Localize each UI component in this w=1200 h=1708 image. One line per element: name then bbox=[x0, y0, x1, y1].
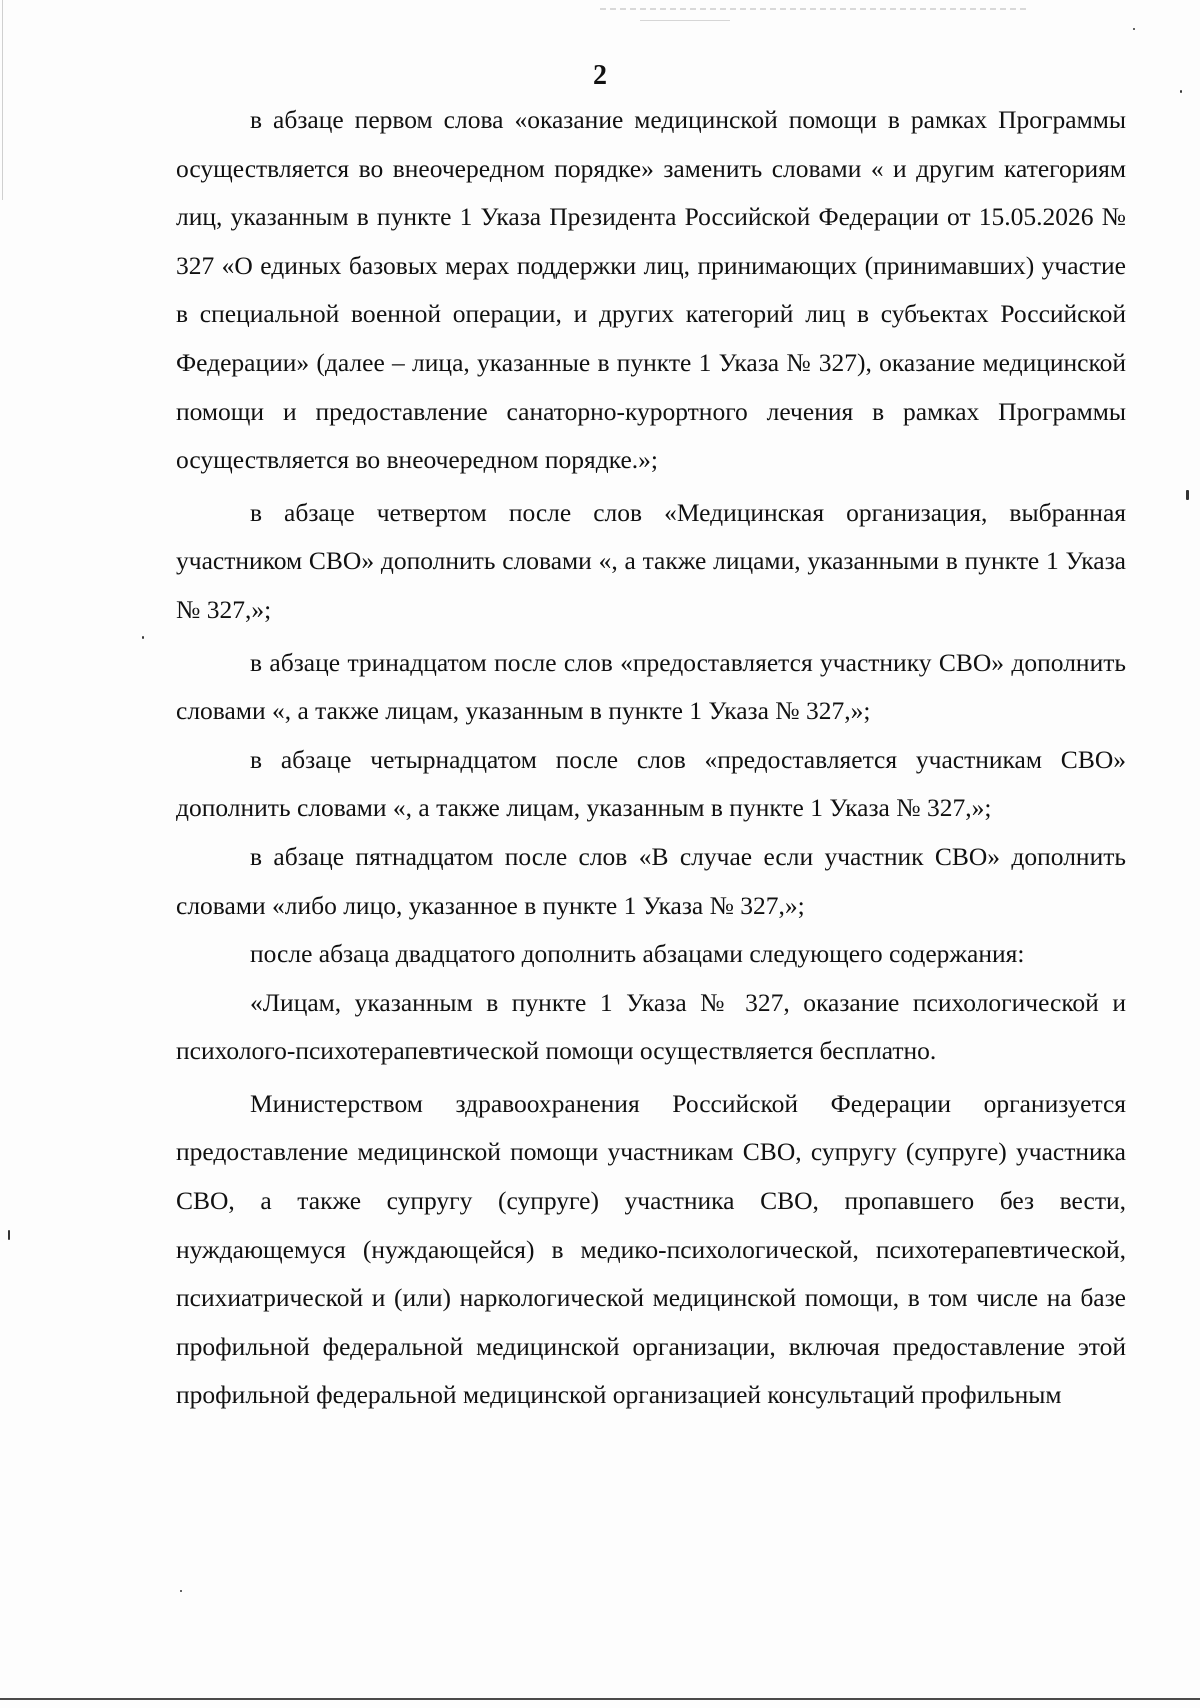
scan-speck bbox=[142, 636, 144, 639]
scan-artifact-bottom bbox=[0, 1698, 1200, 1700]
scan-speck bbox=[1180, 90, 1182, 93]
document-body bbox=[176, 96, 1126, 1420]
scan-speck bbox=[8, 1230, 10, 1240]
scan-speck bbox=[180, 1590, 182, 1592]
paragraph-2: в абзаце четвертом после слов «Медицинская организация, выбранная участником СВО» дополнить словами «, а также лицами, указанными в пункте 1 Указа № 327,»; bbox=[176, 497, 1126, 624]
page-number: 2 bbox=[593, 60, 607, 91]
paragraph-6: после абзаца двадцатого дополнить абзацами следующего содержания: bbox=[250, 939, 1025, 969]
scan-speck bbox=[1186, 490, 1189, 500]
scan-artifact-top bbox=[600, 8, 1030, 10]
scan-artifact-top-short bbox=[640, 20, 730, 21]
scan-speck bbox=[1133, 28, 1135, 30]
paragraph-8: Министерством здравоохранения Российской Федерации организуется предоставление медицинской помощи участникам СВО, супругу (супруге) участника СВО, а также супругу (супруге) участника СВО, пропавшего без вести, нуждающемуся (нуждающейся) в медико-психологической, психотерапевтической, психиатрической и (или) наркологической медицинской помощи, в том числе на базе профильной федеральной медицинской организации, включая предоставление этой профильной федеральной медицинской организацией консультаций профильным bbox=[176, 1088, 1126, 1410]
paragraph-4: в абзаце четырнадцатом после слов «предоставляется участникам СВО» дополнить словами «, а также лицам, указанным в пункте 1 Указа № 327,»; bbox=[176, 744, 1126, 823]
paragraph-1: в абзаце первом слова «оказание медицинской помощи в рамках Программы осуществляется во внеочередном порядке» заменить словами « и другим категориям лиц, указанным в пункте 1 Указа Президента Российской Федерации от 15.05.2026 № 327 «О единых базовых мерах поддержки лиц, принимающих (принимавших) участие в специальной военной операции, и других категорий лиц в субъектах Российской Федерации» (далее – лица, указанные в пункте 1 Указа № 327), оказание медицинской помощи и предоставление санаторно-курортного лечения в рамках Программы осуществляется во внеочередном порядке.»; bbox=[176, 105, 1126, 475]
paragraph-3: в абзаце тринадцатом после слов «предоставляется участнику СВО» дополнить словами «, а также лицам, указанным в пункте 1 Указа № 327,»; bbox=[176, 647, 1126, 726]
paragraph-5: в абзаце пятнадцатом после слов «В случае если участник СВО» дополнить словами «либо лицо, указанное в пункте 1 Указа № 327,»; bbox=[176, 841, 1126, 920]
paragraph-7: «Лицам, указанным в пункте 1 Указа № 327, оказание психологической и психолого-психотерапевтической помощи осуществляется бесплатно. bbox=[176, 987, 1126, 1066]
scan-artifact-left-edge bbox=[2, 0, 3, 200]
